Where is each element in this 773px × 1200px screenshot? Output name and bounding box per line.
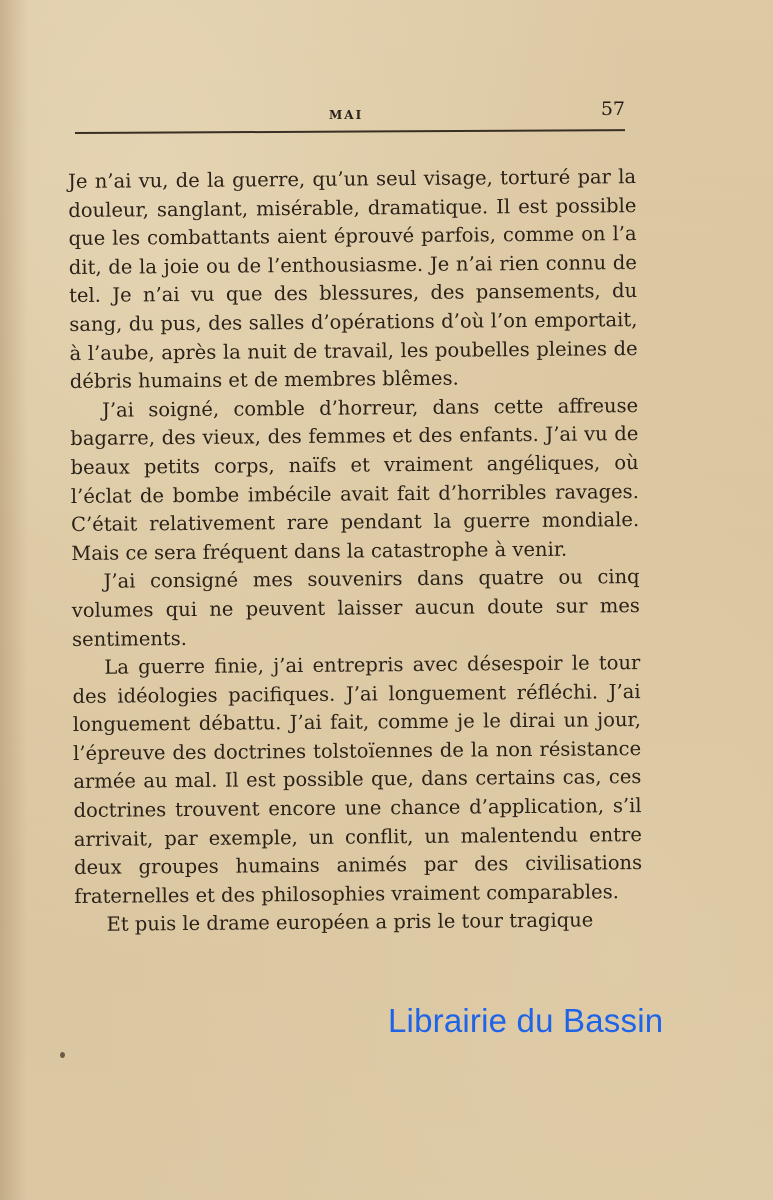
paragraph-4: La guerre finie, j’ai entrepris avec désespoir le tour des idéologies pacifiques. J’ai longuement réfléchi. J’ai longuement débattu. J’ai fait, comme je le dirai un jour, l’épreuve des doctrines tolstoïennes de la non résistance armée au mal. Il est possible que, dans certains cas, ces doctrines trouvent encore une chance d’application, s’il arrivait, par exemple, un conflit, un malentendu entre deux groupes humains animés par des civilisations fraternelles et des philosophies vraiment comparables.	[72, 651, 643, 908]
paragraph-2: J’ai soigné, comble d’horreur, dans cette affreuse bagarre, des vieux, des femmes et des enfants. J’ai vu de beaux petits corps, naïfs et vraiment angéliques, où l’éclat de bombe imbécile avait fait d’horribles ravages. C’était relativement rare pendant la guerre mondiale. Mais ce sera fréquent dans la catastrophe à venir.	[70, 393, 640, 565]
paragraph-5: Et puis le drame européen a pris le tour tragique	[106, 908, 594, 937]
page-header	[75, 96, 625, 140]
running-head: MAI	[329, 108, 364, 122]
page-gutter-shadow	[0, 0, 28, 1200]
paragraph-3: J’ai consigné mes souvenirs dans quatre ou cinq volumes qui ne peuvent laisser aucun doute sur mes sentiments.	[71, 565, 640, 651]
page-number: 57	[600, 98, 625, 120]
bookseller-watermark: Librairie du Bassin	[388, 1002, 664, 1039]
paper-speck	[60, 1052, 65, 1058]
paragraph-1: Je n’ai vu, de la guerre, qu’un seul visage, torturé par la douleur, sanglant, misérable, dramatique. Il est possible que les combattants aient éprouvé parfois, comme on l’a dit, de la joie ou de l’enthousiasme. Je n’ai rien connu de tel. Je n’ai vu que des blessures, des pansements, du sang, du pus, des salles d’opérations d’où l’on emportait, à l’aube, après la nuit de travail, les poubelles pleines de débris humains et de membres blêmes.	[68, 165, 638, 394]
header-rule	[75, 129, 625, 134]
body-text	[68, 163, 643, 940]
